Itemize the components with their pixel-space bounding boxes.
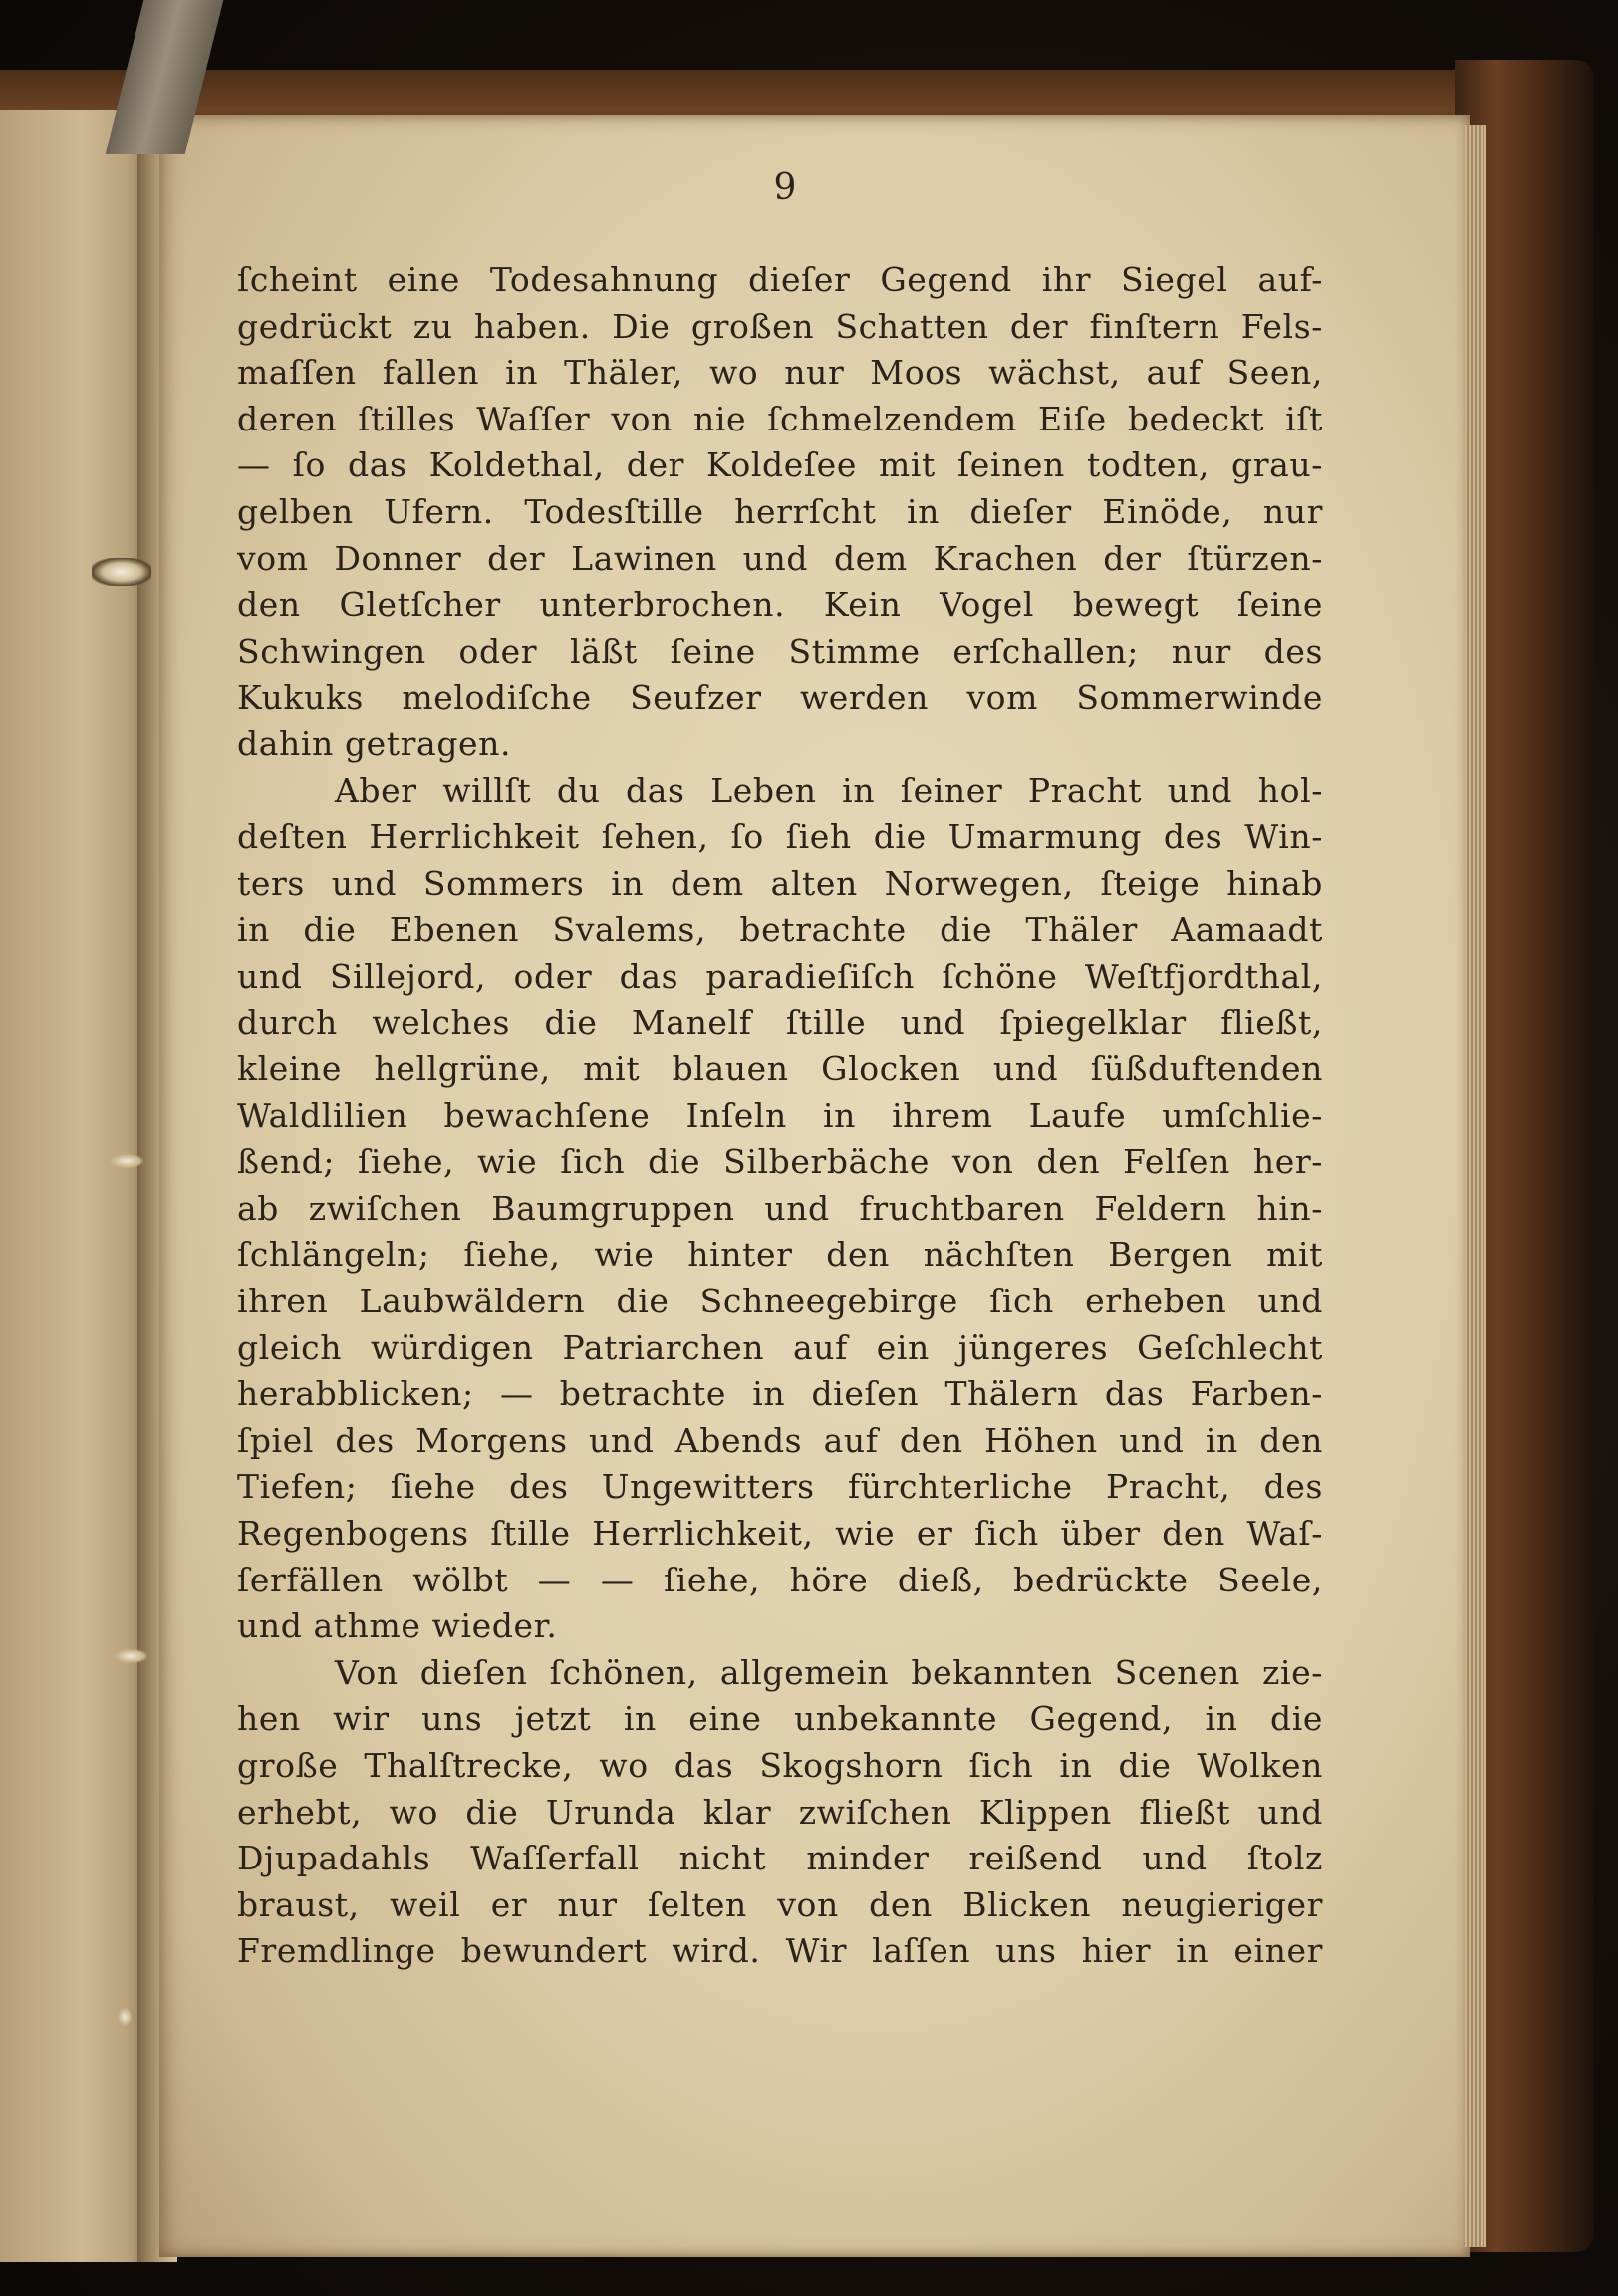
page-edges [1465,125,1486,2247]
text-line: dahin getragen. [237,723,512,763]
text-line: ſchlängeln; ſiehe, wie hinter den nächſten Bergen mit [237,1235,1323,1275]
text-line: in die Ebenen Svalems, betrachte die Thäler Aamaadt [237,910,1323,950]
left-page [0,110,149,2262]
text-line: maſſen fallen in Thäler, wo nur Moos wächst, auf Seen, [237,353,1323,393]
text-line: ters und Sommers in dem alten Norwegen, ſteige hinab [237,863,1323,903]
text-line: Waldlilien bewachſene Inſeln in ihrem Laufe umſchlie- [237,1095,1323,1135]
text-line: vom Donner der Lawinen und dem Krachen der ſtürzen- [237,538,1323,578]
text-line: und Sillejord, oder das paradieſiſch ſchöne Weſtfjordthal, [237,956,1323,996]
text-line: kleine hellgrüne, mit blauen Glocken und ſüßduftenden [237,1049,1323,1089]
text-line: den Gletſcher unterbrochen. Kein Vogel bewegt ſeine [237,585,1323,625]
binding-thread-mark [92,558,151,586]
text-line: Von dieſen ſchönen, allgemein bekannten Scenen zie- [335,1652,1323,1692]
text-line: deren ſtilles Waſſer von nie ſchmelzendem Eiſe bedeckt iſt [237,399,1323,438]
page-number: 9 [773,167,797,208]
text-line: herabblicken; — betrachte in dieſen Thälern das Farben- [237,1374,1323,1414]
text-line: ſerfällen wölbt — — ſiehe, höre dieß, bedrückte Seele, [237,1560,1323,1599]
text-line: Aber willſt du das Leben in ſeiner Pracht und hol- [335,770,1323,810]
text-line: braust, weil er nur ſelten von den Blicken neugieriger [237,1884,1323,1924]
text-line: und athme wieder. [237,1606,558,1646]
binding-thread-mark [110,1154,143,1168]
binding-thread-mark [114,1649,147,1663]
text-line: große Thalſtrecke, wo das Skogshorn ſich in die Wolken [237,1746,1323,1785]
text-line: Schwingen oder läßt ſeine Stimme erſchallen; nur des [237,631,1323,671]
text-line: gleich würdigen Patriarchen auf ein jüngeres Geſchlecht [237,1327,1323,1367]
text-line: Djupadahls Waſſerfall nicht minder reißend und ſtolz [237,1839,1323,1878]
text-line: Fremdlinge bewundert wird. Wir laſſen uns hier in einer [237,1931,1323,1971]
text-line: Tiefen; ſiehe des Ungewitters fürchterliche Pracht, des [237,1467,1323,1507]
text-line: Kukuks melodiſche Seufzer werden vom Sommerwinde [237,678,1323,718]
text-line: deſten Herrlichkeit ſehen, ſo ſieh die Umarmung des Win- [237,817,1323,857]
body-text [237,257,1323,1975]
text-line: durch welches die Manelf ſtille und ſpiegelklar fließt, [237,1003,1323,1042]
text-line: ab zwiſchen Baumgruppen und fruchtbaren Feldern hin- [237,1188,1323,1228]
text-line: Regenbogens ſtille Herrlichkeit, wie er ſich über den Waſ- [237,1514,1323,1554]
text-line: gelben Ufern. Todesſtille herrſcht in dieſer Einöde, nur [237,491,1323,531]
text-line: — ſo das Koldethal, der Koldeſee mit ſeinen todten, grau- [237,445,1323,485]
binding-thread-mark [118,2008,132,2026]
text-line: gedrückt zu haben. Die großen Schatten der finſtern Fels- [237,306,1323,346]
text-line: ſcheint eine Todesahnung dieſer Gegend ihr Siegel auf- [237,260,1323,299]
text-line: ſpiel des Morgens und Abends auf den Höhen und in den [237,1420,1323,1460]
text-line: erhebt, wo die Urunda klar zwiſchen Klippen fließt und [237,1792,1323,1832]
text-line: ßend; ſiehe, wie ſich die Silberbäche von den Felſen her- [237,1142,1323,1182]
text-line: hen wir uns jetzt in eine unbekannte Gegend, in die [237,1699,1323,1739]
text-line: ihren Laubwäldern die Schneegebirge ſich erheben und [237,1282,1323,1321]
